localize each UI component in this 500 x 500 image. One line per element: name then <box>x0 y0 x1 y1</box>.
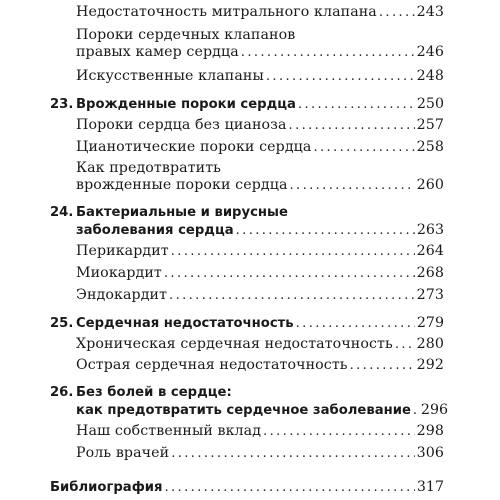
toc-entry-title: Цианотические пороки сердца <box>76 139 312 155</box>
dot-leader <box>296 314 415 334</box>
toc-chapter[interactable] <box>50 313 444 333</box>
toc-entry-page: 280 <box>416 336 444 352</box>
toc-entry[interactable] <box>76 285 444 305</box>
dot-leader <box>164 478 414 498</box>
toc-entry-title: Роль врачей <box>76 445 170 461</box>
chapter-number: 25. <box>50 316 74 331</box>
toc-entry-title: Хроническая сердечная недостаточность <box>76 336 393 352</box>
toc-entry[interactable] <box>76 115 444 135</box>
chapter-title: Сердечная недостаточность <box>76 316 294 331</box>
dot-leader <box>298 95 415 115</box>
dot-leader <box>169 286 415 306</box>
chapter-number: 24. <box>50 205 74 220</box>
toc-entry-title: Пороки сердечных клапанов <box>76 27 296 43</box>
toc-entry-page: 306 <box>416 445 444 461</box>
dot-leader <box>171 444 414 464</box>
toc-chapter-continuation[interactable] <box>76 400 449 420</box>
dot-leader <box>289 116 415 136</box>
toc-entry-page: 257 <box>416 117 444 133</box>
toc-entry-page: 248 <box>416 68 444 84</box>
dot-leader <box>379 3 415 23</box>
toc-entry-page: 292 <box>416 357 444 373</box>
toc-entry-title: Искусственные клапаны <box>76 68 264 84</box>
toc-entry[interactable] <box>76 42 444 62</box>
toc-entry[interactable] <box>76 175 444 195</box>
dot-leader <box>171 242 415 262</box>
toc-entry[interactable] <box>76 241 444 261</box>
dot-leader <box>241 43 415 63</box>
toc-entry-title: правых камер сердца <box>76 44 239 60</box>
toc-entry-title: Недостаточность митрального клапана <box>76 4 377 20</box>
toc-entry-page: 296 <box>420 402 449 418</box>
toc-entry[interactable] <box>76 137 444 157</box>
toc-entry-title: Острая сердечная недостаточность <box>76 357 348 373</box>
toc-entry-page: 243 <box>416 4 444 20</box>
chapter-title: заболевания сердца <box>76 223 234 238</box>
toc-entry[interactable] <box>76 334 444 354</box>
chapter-number: 23. <box>50 97 74 112</box>
toc-entry-page: 264 <box>416 243 444 259</box>
chapter-title: Библиография <box>50 480 163 495</box>
chapter-title: Без болей в сердце: <box>76 385 232 400</box>
toc-entry-page: 246 <box>416 44 444 60</box>
toc-entry-page: 263 <box>416 222 444 238</box>
dot-leader <box>236 221 415 241</box>
toc-entry[interactable] <box>76 443 444 463</box>
toc-entry-title: Пороки сердца без цианоза <box>76 117 287 133</box>
dot-leader <box>290 176 415 196</box>
chapter-number: 26. <box>50 385 74 400</box>
dot-leader <box>413 401 419 421</box>
toc-chapter[interactable] <box>50 94 444 114</box>
toc-entry-page: 298 <box>416 423 444 439</box>
toc-entry-title: врожденные пороки сердца <box>76 177 288 193</box>
toc-entry[interactable] <box>76 2 444 22</box>
dot-leader <box>395 335 415 355</box>
toc-entry-page: 268 <box>416 265 444 281</box>
toc-entry[interactable] <box>76 421 444 441</box>
dot-leader <box>164 264 415 284</box>
toc-entry-page: 279 <box>416 315 444 331</box>
chapter-title: как предотвратить сердечное заболевание <box>76 403 411 418</box>
toc-entry-page: 260 <box>416 177 444 193</box>
toc-entry-title: Как предотвратить <box>76 160 221 176</box>
toc-entry-title: Наш собственный вклад <box>76 423 262 439</box>
toc-entry-title: Перикардит <box>76 243 169 259</box>
dot-leader <box>266 67 415 87</box>
toc-entry[interactable] <box>76 355 444 375</box>
toc-entry-title: Миокардит <box>76 265 162 281</box>
dot-leader <box>263 422 415 442</box>
chapter-title: Врожденные пороки сердца <box>76 97 296 112</box>
toc-chapter[interactable] <box>50 477 444 497</box>
chapter-title: Бактериальные и вирусные <box>76 205 288 220</box>
toc-entry[interactable] <box>76 263 444 283</box>
toc-entry[interactable] <box>76 66 444 86</box>
toc-chapter-continuation[interactable] <box>76 220 444 240</box>
toc-entry-page: 258 <box>416 139 444 155</box>
toc-entry-page: 250 <box>416 96 444 112</box>
toc-entry-page: 317 <box>416 479 444 495</box>
toc-entry-title: Эндокардит <box>76 287 168 303</box>
toc-entry-page: 273 <box>416 287 444 303</box>
dot-leader <box>350 356 415 376</box>
dot-leader <box>313 138 414 158</box>
